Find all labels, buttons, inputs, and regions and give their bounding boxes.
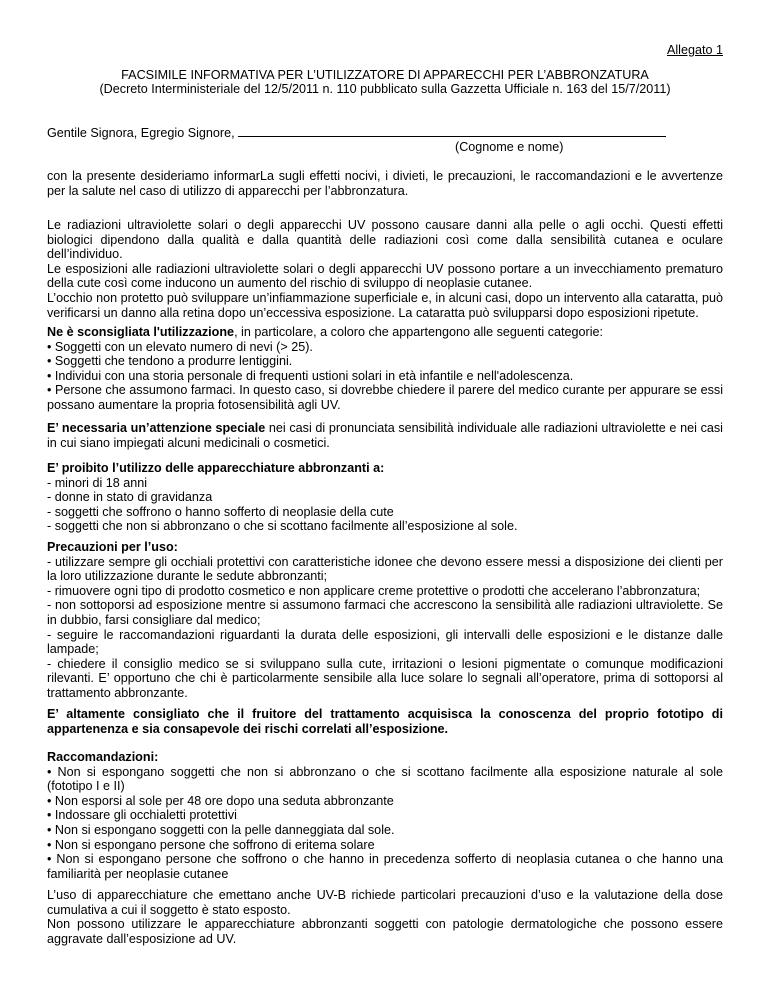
closing-paragraph: Non possono utilizzare le apparecchiature abbronzanti soggetti con patologie dermatologiche che possono essere aggravate dall’esposizione ad UV. [47, 917, 723, 946]
list-item: - utilizzare sempre gli occhiali protettivi con caratteristiche idonee che devono essere messi a disposizione dei clienti per la loro utilizzazione durante le sedute abbronzanti; [47, 554, 723, 584]
list-item: • Non si espongano soggetti con la pelle danneggiata dal sole. [47, 822, 395, 837]
intro-text: con la presente desideriamo informarLa sugli effetti nocivi, i divieti, le precauzioni, le raccomandazioni e le avvertenze per la salute nel caso di utilizzo di apparecchi per l’abbronzatura. [47, 169, 723, 198]
intro-paragraph [47, 169, 723, 198]
precautions-heading: Precauzioni per l’uso: [47, 540, 178, 554]
list-item: - rimuovere ogni tipo di prodotto cosmetico e non applicare creme protettive o prodotti che accelerano l’abbronzatura; [47, 583, 701, 598]
discouraged-lead-bold: Ne è sconsigliata l'utilizzazione [47, 325, 235, 339]
recommendations-section [47, 750, 723, 881]
effects-paragraph: L’occhio non protetto può sviluppare un’infiammazione superficiale e, in alcuni casi, dopo un intervento alla cataratta, può verificarsi un danno alla retina dopo un’eccessiva esposizione. La cataratta può svilupparsi dopo esposizioni ripetute. [47, 290, 723, 320]
advice-text: E’ altamente consigliato che il fruitore del trattamento acquisisca la conoscenza del proprio fototipo di appartenenza e sia consapevole dei rischi correlati all’esposizione. [47, 707, 723, 736]
special-lead-bold: E’ necessaria un’attenzione speciale [47, 421, 266, 435]
precautions-section [47, 540, 723, 701]
list-item: - chiedere il consiglio medico se si sviluppano sulla cute, irritazioni o lesioni pigmentate o comunque modificazioni rilevanti. E’ opportuno che chi è particolarmente sensibile alla luce solare lo segnali all’operatore, prima di sottoporsi al trattamento abbronzante. [47, 656, 723, 700]
advice-section [47, 707, 723, 736]
list-item: • Soggetti che tendono a produrre lentiggini. [47, 354, 293, 369]
list-item: - non sottoporsi ad esposizione mentre si assumono farmaci che accrescono la sensibilità alle radiazioni ultraviolette. Se in dubbio, farsi consigliare dal medico; [47, 598, 723, 627]
list-item: - donne in stato di gravidanza [47, 490, 213, 505]
document-subtitle: (Decreto Interministeriale del 12/5/2011 n. 110 pubblicato sulla Gazzetta Ufficiale n. 163 del 15/7/2011) [99, 82, 671, 96]
effects-paragraph: Le esposizioni alle radiazioni ultraviolette solari o degli apparecchi UV possono portare a un invecchiamento prematuro della cute così come inducono un aumento del rischio di sviluppo di neoplasie cutanee. [47, 261, 723, 291]
list-item: • Non si espongano persone che soffrono o che hanno in precedenza sofferto di neoplasia cutanea o che hanno una familiarità per neoplasie cutanee [47, 852, 723, 881]
discouraged-lead [47, 325, 723, 340]
document-title: FACSIMILE INFORMATIVA PER L’UTILIZZATORE DI APPARECCHI PER L’ABBRONZATURA [121, 68, 649, 82]
closing-paragraph: L’uso di apparecchiature che emettano anche UV-B richiede particolari precauzioni d’uso e la valutazione della dose cumulativa a cui il soggetto è stato esposto. [47, 888, 723, 917]
list-item: • Soggetti con un elevato numero di nevi (> 25). [47, 339, 313, 354]
forbidden-section [47, 461, 723, 534]
list-item: - minori di 18 anni [47, 475, 148, 490]
name-hint: (Cognome e nome) [455, 140, 564, 154]
list-item: • Non si espongano persone che soffrono di eritema solare [47, 837, 375, 852]
annex-label: Allegato 1 [666, 43, 723, 57]
special-text [47, 421, 723, 450]
salutation [47, 125, 723, 141]
recommendations-heading: Raccomandazioni: [47, 750, 159, 764]
closing-section [47, 888, 723, 946]
list-item: • Individui con una storia personale di frequenti ustioni solari in età infantile e nell'adolescenza. [47, 368, 574, 383]
special-attention-section [47, 421, 723, 450]
list-item: • Non si espongano soggetti che non si abbronzano o che si scottano facilmente alla esposizione naturale al sole (fototipo I e II) [47, 764, 723, 794]
list-item: • Non esporsi al sole per 48 ore dopo una seduta abbronzante [47, 793, 394, 808]
special-lead-rest: nei casi di pronunciata sensibilità individuale alle radiazioni ultraviolette e nei casi in cui siano impiegati alcuni medicinali o cosmetici. [47, 421, 723, 450]
list-item: - soggetti che non si abbronzano o che si scottano facilmente all’esposizione al sole. [47, 519, 518, 534]
list-item: - soggetti che soffrono o hanno sofferto di neoplasie della cute [47, 504, 394, 519]
list-item: - seguire le raccomandazioni riguardanti la durata delle esposizioni, gli intervalli delle esposizioni e le distanze dalle lampade; [47, 627, 723, 657]
list-item: • Indossare gli occhialetti protettivi [47, 808, 237, 823]
list-item: • Persone che assumono farmaci. In questo caso, si dovrebbe chiedere il parere del medico curante per appurare se essi possano aumentare la propria fotosensibilità agli UV. [47, 383, 723, 412]
effects-paragraph: Le radiazioni ultraviolette solari o degli apparecchi UV possono causare danni alla pelle o agli occhi. Questi effetti biologici dipendono dalla qualità e dalla quantità delle radiazioni così come dalla sensibilità cutanea e oculare dell’individuo. [47, 218, 723, 262]
salutation-text: Gentile Signora, Egregio Signore, [47, 126, 235, 140]
discouraged-lead-rest: , in particolare, a coloro che appartengono alle seguenti categorie: [234, 325, 604, 339]
forbidden-heading: E’ proibito l’utilizzo delle apparecchiature abbronzanti a: [47, 461, 385, 475]
effects-section [47, 218, 723, 320]
name-blank-line [238, 125, 666, 137]
discouraged-section [47, 325, 723, 413]
